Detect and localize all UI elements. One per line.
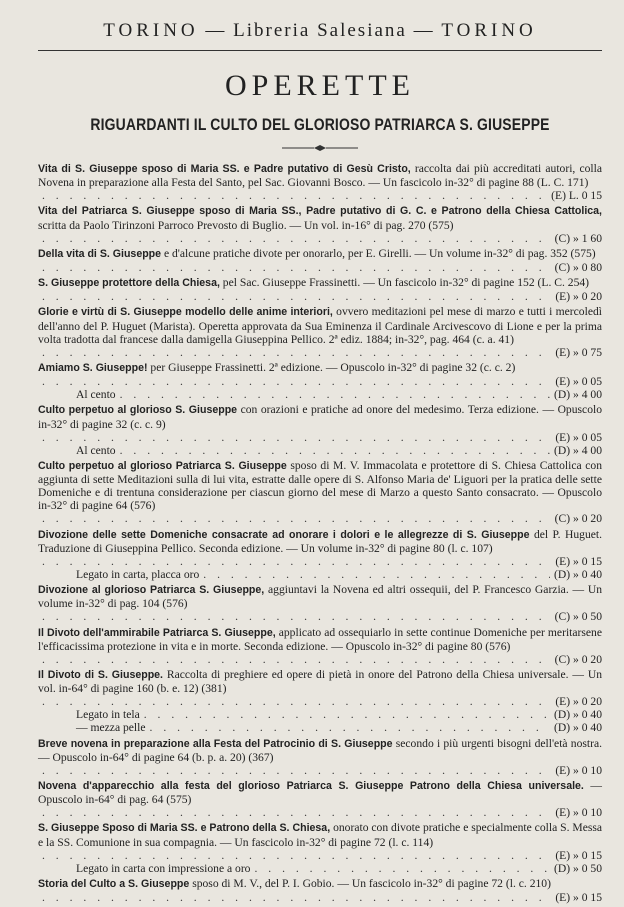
entry-price: (E) » 0 75: [555, 345, 602, 359]
entry-price: (E) » 0 10: [555, 806, 602, 820]
dot-leader: [42, 806, 551, 819]
book-entry: [38, 361, 602, 401]
variant-label: Legato in tela: [76, 708, 140, 722]
entry-description: secondo i più urgenti bisogni dell'età nostra. — Opuscolo in-64° di pagine 64 (b. p. a. 20) (367): [38, 736, 603, 764]
price-line: [38, 232, 602, 245]
entry-price: (E) » 0 15: [555, 554, 602, 568]
price-line: [38, 189, 602, 202]
variant-label: Al cento: [76, 443, 116, 457]
book-entry: [38, 162, 602, 202]
header-dash: —: [205, 20, 227, 41]
variant-label: Legato in carta con impressione a oro: [76, 861, 251, 875]
dot-leader: [42, 555, 551, 568]
book-entry: [38, 305, 602, 358]
dot-leader: [42, 610, 551, 623]
entry-title: Glorie e virtù di S. Giuseppe modello delle anime interiori,: [38, 306, 333, 319]
price-line: [38, 555, 602, 568]
dot-leader: [42, 290, 551, 303]
dot-leader: [42, 891, 551, 904]
entry-body: [38, 779, 602, 819]
price-line: [38, 346, 602, 359]
entry-line: [38, 821, 602, 848]
entry-price: (C) » 0 80: [554, 260, 602, 274]
price-line: [38, 849, 602, 862]
entry-description: ovvero meditazioni pel mese di marzo e tutti i mercoledì dell'anno del P. Huguet (Marista). Operetta approvata da Sua Eminenza il Cardinale Arcivescovo di Lione e per la prima volta tradotta dal francese dalla damigella Giuseppina Pellico. 2ª ediz. 1884; in-32°, pag. 464 (c. a. 41): [38, 305, 602, 346]
entry-title: S. Giuseppe protettore della Chiesa,: [38, 277, 220, 290]
header-city-left: TORINO: [103, 20, 199, 41]
entry-line: [38, 162, 602, 189]
entry-line: [38, 361, 602, 375]
entry-body: [38, 247, 602, 274]
entry-line: [38, 305, 602, 345]
entry-description: pel Sac. Giuseppe Frassinetti. — Un fascicolo in-32° di pagine 152 (L. C. 254): [219, 276, 590, 290]
entry-price: (E) » 0 15: [555, 891, 602, 905]
entry-description: — Opuscolo in-64° di pag. 64 (575): [38, 779, 602, 807]
entry-description: raccolta dai più accreditati autori, colla Novena in preparazione alla Festa del Santo, pel Sac. Giovanni Bosco. — Un fascicolo in-32° di pagine 88 (L. C. 171): [38, 162, 603, 190]
dot-leader: [42, 695, 551, 708]
variant-price: (D) » 4 00: [554, 388, 602, 402]
dot-leader: [254, 862, 550, 875]
entry-body: [38, 583, 602, 623]
entry-price: (E) » 0 20: [555, 290, 602, 304]
entry-description: onorato con divote pratiche e specialmente colla S. Messa e la SS. Comunione in sua compagnia. — Un fascicolo in-32° di pagine 72 (l. c. 114): [38, 821, 603, 849]
entry-body: [38, 626, 602, 666]
variant-label: Al cento: [76, 388, 116, 402]
entry-line: [38, 528, 602, 555]
entry-description: e d'alcune pratiche divote per onorarlo, per E. Girelli. — Un volume in-32° di pag. 352 (575): [161, 246, 596, 260]
entry-description: scritta da Paolo Tirinzoni Parroco Prevosto di Buglio. — Un vol. in-16° di pag. 270 (575): [38, 218, 454, 232]
book-entry: [38, 204, 602, 244]
book-entry: [38, 821, 602, 874]
entry-description: sposo di M. V., del P. I. Gobio. — Un fascicolo in-32° di pagine 72 (l. c. 210): [189, 876, 551, 890]
price-line: [38, 764, 602, 777]
price-line: [38, 431, 602, 444]
entry-description: per Giuseppe Frassinetti. 2ª edizione. — Opuscolo in-32° di pagine 32 (c. c. 2): [147, 361, 516, 374]
dot-leader: [42, 261, 551, 274]
dot-leader: [42, 849, 551, 862]
entry-body: [38, 361, 602, 388]
entry-title: Della vita di S. Giuseppe: [38, 247, 162, 260]
variant-label: — mezza pelle: [76, 721, 146, 735]
entry-price: (E) » 0 05: [555, 375, 602, 389]
book-entry: [38, 276, 602, 303]
price-line: [38, 610, 602, 623]
entry-description: del P. Huguet. Traduzione di Giuseppina Pellico. Seconda edizione. — Un volume in-32° di pagine 80 (l. c. 107): [38, 527, 603, 555]
entry-title: Divozione al glorioso Patriarca S. Giuseppe,: [38, 584, 265, 597]
entry-title: Amiamo S. Giuseppe!: [38, 362, 148, 374]
book-entry: [38, 459, 602, 526]
entry-description: sposo di M. V. Immacolata e protettore di S. Chiesa Cattolica con aggiunta di sette Meditazioni sulla di lui vita, estratte dalle opere di S. Alfonso Maria de' Liguori per la pratica delle sette Domeniche e di trentuna considerazione per ciascun giorno del mese di Marzo a questo Santo consacrato. — Opuscolo in-32° di pagine 64 (576): [38, 458, 602, 513]
entry-line: [38, 779, 602, 806]
entry-body: [38, 877, 602, 904]
entry-title: Breve novena in preparazione alla Festa del Patrocinio di S. Giuseppe: [38, 737, 393, 750]
price-line: [38, 653, 602, 666]
entry-price: (E) » 0 20: [555, 695, 602, 709]
price-line: [38, 375, 602, 388]
entry-price: (E) L. 0 15: [551, 189, 602, 203]
entry-body: [38, 305, 602, 358]
entry-price: (E) » 0 15: [555, 848, 602, 862]
variant-price: (D) » 0 40: [554, 708, 602, 722]
book-entry: [38, 626, 602, 666]
price-line: [38, 806, 602, 819]
entry-price: (C) » 0 20: [554, 512, 602, 526]
price-line: [38, 512, 602, 525]
dot-leader: [42, 512, 551, 525]
dot-leader: [120, 444, 550, 457]
dot-leader: [42, 189, 547, 202]
dot-leader: [42, 653, 551, 666]
dot-leader: [42, 375, 551, 388]
book-entry: [38, 779, 602, 819]
header-dash: —: [413, 20, 435, 41]
entry-title: Vita di S. Giuseppe sposo di Maria SS. e Padre putativo di Gesù Cristo,: [38, 163, 411, 175]
book-entry: [38, 737, 602, 777]
variant-line: [38, 568, 602, 581]
entry-body: [38, 737, 602, 777]
dot-leader: [144, 708, 550, 721]
dot-leader: [42, 346, 551, 359]
variant-line: [38, 388, 602, 401]
page-subtitle: RIGUARDANTI IL CULTO DEL GLORIOSO PATRIARCA S. GIUSEPPE: [90, 115, 550, 134]
entry-body: [38, 528, 602, 568]
book-entry: [38, 247, 602, 274]
book-list: [38, 162, 602, 904]
entry-title: S. Giuseppe Sposo di Maria SS. e Patrono della S. Chiesa,: [38, 822, 331, 835]
entry-body: [38, 821, 602, 861]
entry-title: Il Divoto dell'ammirabile Patriarca S. Giuseppe,: [38, 626, 276, 639]
book-entry: [38, 668, 602, 735]
entry-body: [38, 403, 602, 443]
variant-line: [38, 708, 602, 721]
entry-line: [38, 247, 602, 261]
variant-line: [38, 444, 602, 457]
entry-description: aggiuntavi la Novena ed altri ossequii, del P. Francesco Garzia. — Un volume in-32° di pag. 104 (576): [38, 583, 602, 611]
price-line: [38, 695, 602, 708]
book-entry: [38, 583, 602, 623]
entry-line: [38, 583, 602, 610]
entry-description: applicato ad ossequiarlo in sette continue Domeniche per meritarsene l'efficacissima protezione in vita e in morte. Seconda edizione. — Opuscolo in-32° di pagine 80 (576): [38, 625, 602, 653]
variant-price: (D) » 0 40: [554, 721, 602, 735]
price-line: [38, 290, 602, 303]
dot-leader: [203, 568, 550, 581]
entry-title: Storia del Culto a S. Giuseppe: [38, 877, 190, 890]
variant-label: Legato in carta, placca oro: [76, 567, 200, 581]
entry-body: [38, 162, 602, 202]
entry-description: con orazioni e pratiche ad onore del medesimo. Terza edizione. — Opuscolo in-32° di pagine 32 (c. c. 9): [38, 403, 603, 431]
entry-body: [38, 204, 602, 244]
entry-title: Culto perpetuo al glorioso Patriarca S. Giuseppe: [38, 459, 287, 472]
variant-price: (D) » 4 00: [554, 443, 602, 457]
entry-title: Culto perpetuo al glorioso S. Giuseppe: [38, 404, 238, 417]
header-publisher: Libreria Salesiana: [233, 20, 407, 41]
entry-line: [38, 877, 602, 891]
page-header: [38, 0, 602, 51]
entry-title: Il Divoto di S. Giuseppe.: [38, 668, 164, 681]
entry-line: [38, 737, 602, 764]
dot-leader: [42, 232, 551, 245]
ornament-divider: [280, 144, 360, 152]
entry-price: (C) » 0 50: [554, 610, 602, 624]
entry-title: Novena d'apparecchio alla festa del glorioso Patriarca S. Giuseppe Patrono della Chiesa universale.: [38, 780, 584, 793]
book-entry: [38, 403, 602, 456]
book-entry: [38, 877, 602, 904]
entry-title: Divozione delle sette Domeniche consacrate ad onorare i dolori e le allegrezze di S. Giuseppe: [38, 528, 530, 541]
dot-leader: [42, 431, 551, 444]
variant-line: [38, 862, 602, 875]
entry-price: (C) » 1 60: [554, 231, 602, 245]
variant-price: (D) » 0 50: [554, 861, 602, 875]
entry-price: (C) » 0 20: [554, 652, 602, 666]
dot-leader: [42, 764, 551, 777]
header-city-right: TORINO: [441, 20, 537, 41]
variant-price: (D) » 0 40: [554, 567, 602, 581]
entry-price: (E) » 0 10: [555, 763, 602, 777]
entry-price: (E) » 0 05: [555, 430, 602, 444]
entry-line: [38, 668, 602, 695]
entry-title: Vita del Patriarca S. Giuseppe sposo di Maria SS., Padre putativo di G. C. e Patrono della Chiesa Cattolica,: [38, 205, 602, 218]
entry-body: [38, 276, 602, 303]
entry-body: [38, 668, 602, 708]
variant-line: [38, 721, 602, 734]
price-line: [38, 891, 602, 904]
entry-line: [38, 276, 602, 290]
entry-description: Raccolta di preghiere ed opere di pietà in onore del Patrono della Chiesa universale. — Un vol. in-64° di pagine 160 (b. e. 12) (381): [38, 667, 602, 696]
entry-body: [38, 459, 602, 526]
entry-line: [38, 626, 602, 653]
page-title: OPERETTE: [225, 69, 415, 102]
entry-line: [38, 403, 602, 430]
entry-line: [38, 459, 602, 512]
dot-leader: [120, 388, 550, 401]
price-line: [38, 261, 602, 274]
book-entry: [38, 528, 602, 581]
entry-line: [38, 204, 602, 231]
dot-leader: [150, 721, 550, 734]
